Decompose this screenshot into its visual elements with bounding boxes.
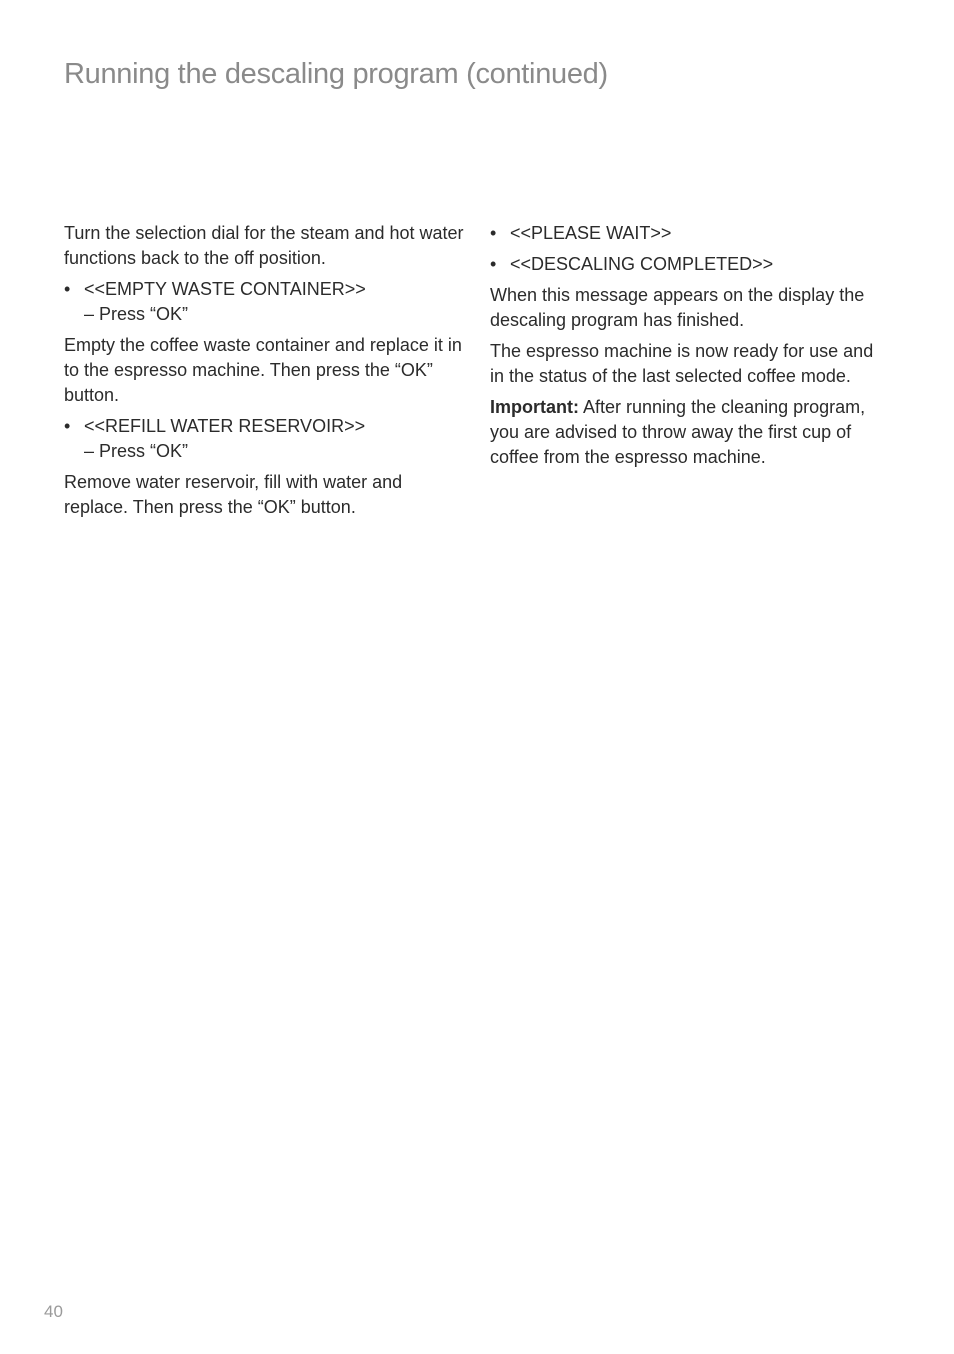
display-message: <<DESCALING COMPLETED>> [510,254,774,274]
instruction-paragraph: Empty the coffee waste container and replace it in to the espresso machine. Then press the “OK” button. [64,335,462,405]
press-ok-instruction: – Press “OK” [84,304,189,324]
bullet-item-empty-waste [64,277,464,327]
page-number: 40 [44,1302,63,1321]
press-ok-instruction: – Press “OK” [84,441,189,461]
bullet-item-descaling-completed [490,252,890,277]
bullet-dot: • [64,416,71,436]
display-message: <<PLEASE WAIT>> [510,223,672,243]
important-label: Important: [490,397,579,417]
instruction-paragraph: Remove water reservoir, fill with water and replace. Then press the “OK” button. [64,472,403,517]
instruction-paragraph: When this message appears on the display the descaling program has finished. [490,285,865,330]
page-title: Running the descaling program (continued) [64,58,608,90]
important-note [490,395,890,470]
important-text: After running the cleaning program, you are advised to throw away the first cup of coffee from the espresso machine. [490,397,866,467]
bullet-item-refill-water [64,414,464,464]
display-message: <<REFILL WATER RESERVOIR>> [84,416,366,436]
right-column [490,221,890,476]
bullet-dot: • [490,223,497,243]
display-message: <<EMPTY WASTE CONTAINER>> [84,279,366,299]
left-column [64,221,464,526]
bullet-dot: • [64,279,71,299]
bullet-dot: • [490,254,497,274]
bullet-item-please-wait [490,221,890,246]
instruction-paragraph: Turn the selection dial for the steam and hot water functions back to the off position. [64,223,464,268]
instruction-paragraph: The espresso machine is now ready for use and in the status of the last selected coffee mode. [490,341,874,386]
